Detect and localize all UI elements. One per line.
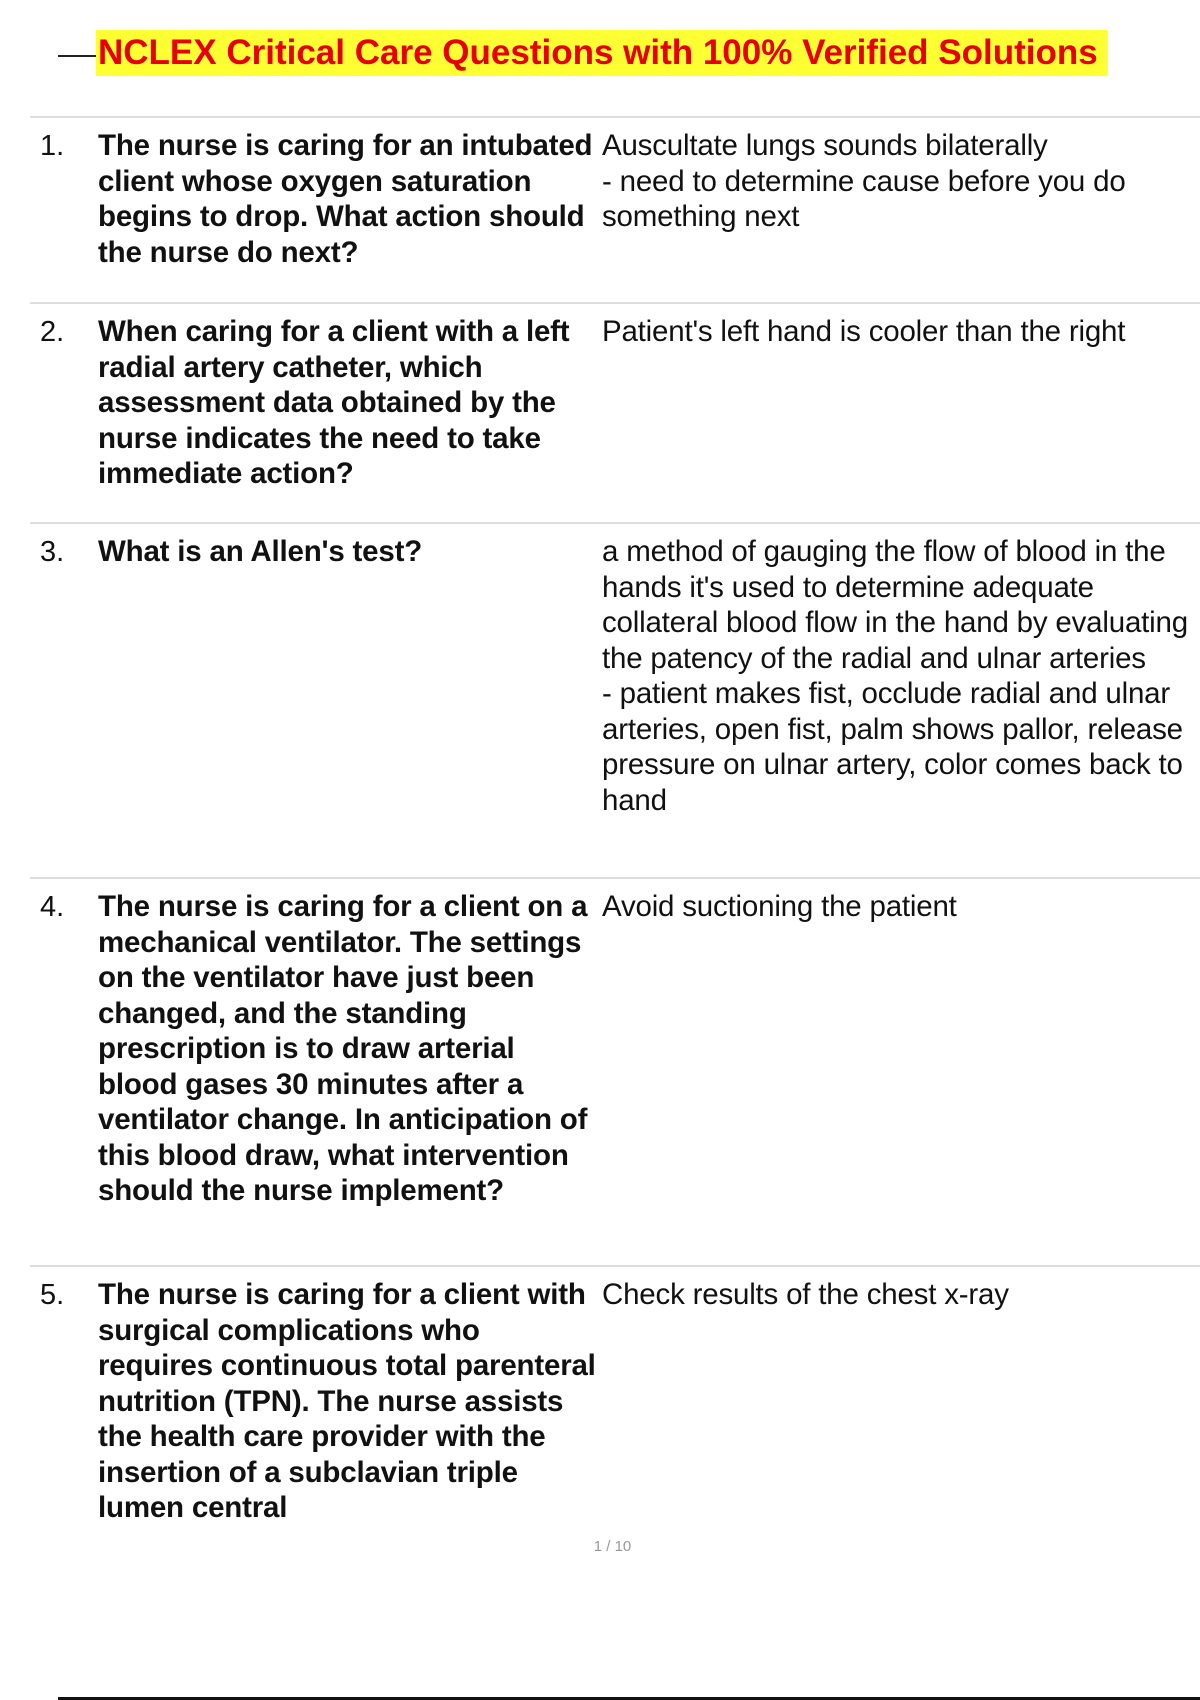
question-text: When caring for a client with a left radial artery catheter, which assessment data obtained by the nurse indicates the need to take immediate action? (98, 315, 570, 490)
answer-text: a method of gauging the flow of blood in the hands it's used to determine adequate collateral blood flow in the hand by evaluating the patency of the radial and ulnar arteries - patient makes fist, occlude radial and ulnar arteries, open fist, palm shows pallor, release pressure on ulnar artery, color comes back to hand (602, 535, 1188, 817)
title-dash (58, 55, 96, 57)
question-text: What is an Allen's test? (98, 535, 423, 568)
question-text: The nurse is caring for a client on a mechanical ventilator. The settings on the ventilator have just been changed, and the standing prescription is to draw arterial blood gases 30 minutes after a ventilator change. In anticipation of this blood draw, what intervention should the nurse implement? (98, 890, 588, 1207)
answer-text: Avoid suctioning the patient (602, 890, 957, 923)
question-number: 3. (40, 536, 65, 568)
question-text: The nurse is caring for a client with surgical complications who requires continuous total parenteral nutrition (TPN). The nurse assists the health care provider with the insertion of a subclavian triple lumen central (98, 1278, 596, 1524)
question-number: 4. (40, 891, 65, 923)
question-number: 5. (40, 1279, 65, 1311)
question-number: 1. (40, 130, 65, 162)
answer-text: Check results of the chest x-ray (602, 1278, 1009, 1311)
title-row (58, 30, 1108, 76)
answer-text: Patient's left hand is cooler than the right (602, 315, 1126, 348)
question-row-3 (30, 522, 1200, 877)
answer-text: Auscultate lungs sounds bilaterally - need to determine cause before you do something next (602, 129, 1126, 233)
page-indicator: 1 / 10 (593, 1538, 632, 1555)
question-number: 2. (40, 316, 65, 348)
question-row-5 (30, 1265, 1200, 1547)
question-row-1 (30, 116, 1200, 302)
question-text: The nurse is caring for an intubated client whose oxygen saturation begins to drop. What action should the nurse do next? (98, 129, 593, 269)
question-row-2 (30, 302, 1200, 522)
question-list (30, 116, 1200, 1547)
document-title: NCLEX Critical Care Questions with 100% Verified Solutions (96, 30, 1108, 76)
question-row-4 (30, 877, 1200, 1265)
